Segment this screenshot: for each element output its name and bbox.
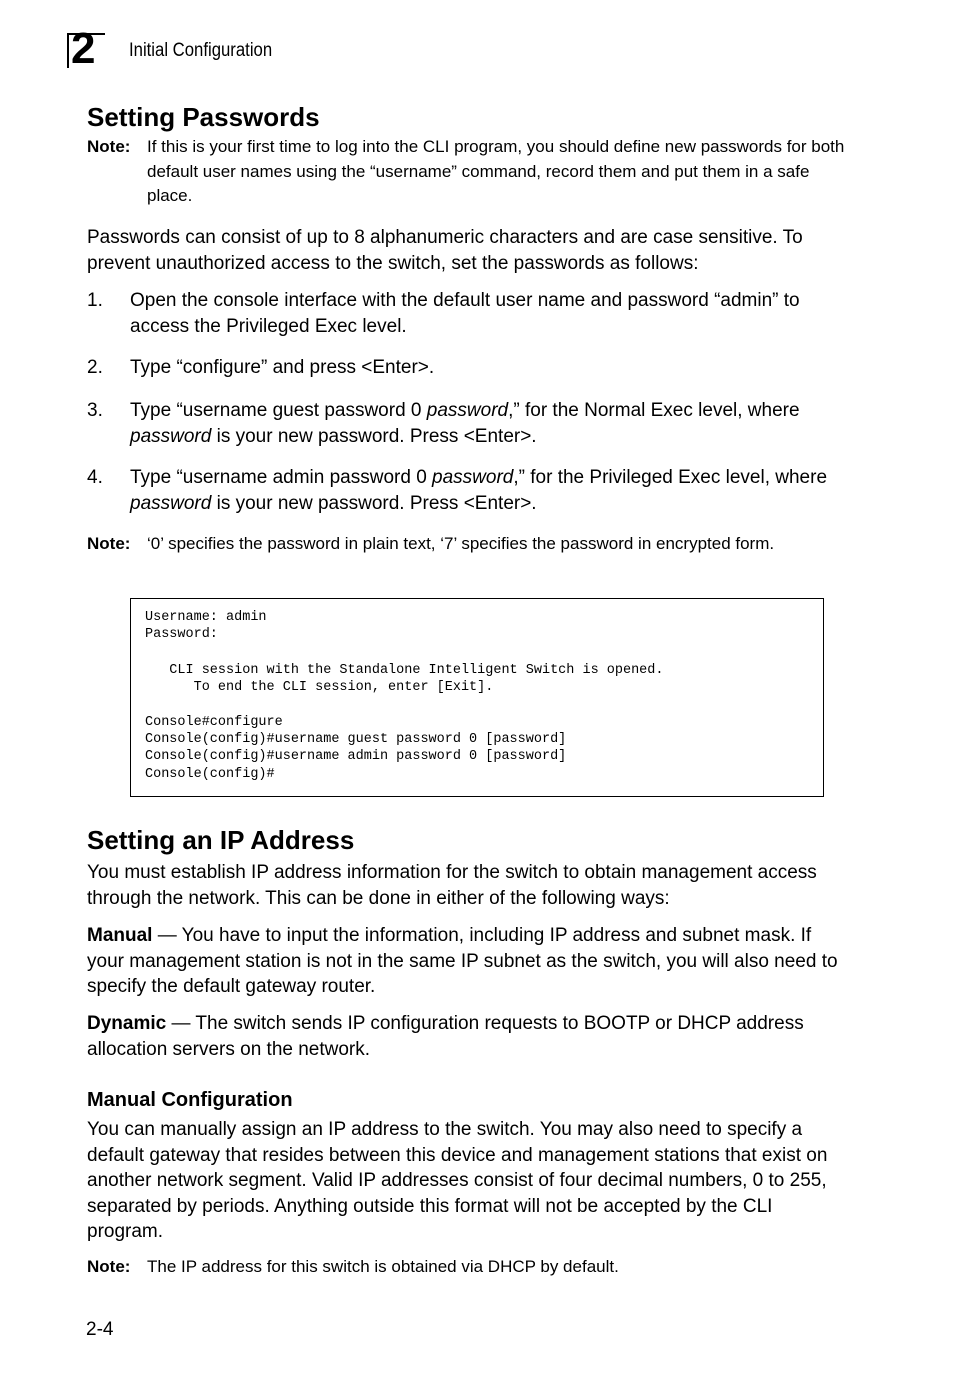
note-text: ‘0’ specifies the password in plain text, ‘7’ specifies the password in encrypted form. <box>147 534 775 553</box>
code-line: Console(config)#username admin password 0 [password] <box>145 749 567 764</box>
section-heading-passwords: Setting Passwords <box>87 102 320 132</box>
page-number: 2-4 <box>86 1319 114 1340</box>
note-text: If this is your first time to log into the CLI program, you should define new passwords for both default user names using the “username” command, record them and put them in a safe place. <box>147 137 845 205</box>
note-password-encoding <box>87 532 847 557</box>
note-first-login <box>87 135 847 209</box>
code-line: Console(config)#username guest password 0 [password] <box>145 732 567 747</box>
note-label: Note: <box>87 137 131 156</box>
code-line: To end the CLI session, enter [Exit]. <box>145 680 494 695</box>
cli-code-example <box>130 598 824 797</box>
ip-intro: You must establish IP address information for the switch to obtain management access through the network. This can be done in either of the following ways: <box>87 862 817 909</box>
step-number: 4. <box>87 467 103 488</box>
passwords-intro: Passwords can consist of up to 8 alphanumeric characters and are case sensitive. To prevent unauthorized access to the switch, set the passwords as follows: <box>87 227 803 274</box>
running-title: Initial Configuration <box>129 40 273 61</box>
step-2 <box>87 355 847 381</box>
step-number: 1. <box>87 290 103 311</box>
code-line: Console(config)# <box>145 767 275 782</box>
note-text: The IP address for this switch is obtained via DHCP by default. <box>147 1257 619 1276</box>
code-line: Username: admin <box>145 610 267 625</box>
step-text: Type “configure” and press <Enter>. <box>130 357 435 378</box>
dynamic-option: Dynamic — The switch sends IP configuration requests to BOOTP or DHCP address allocation servers on the network. <box>87 1013 804 1060</box>
chapter-marker <box>67 24 105 73</box>
step-3 <box>87 398 847 449</box>
note-dhcp-default <box>87 1255 847 1280</box>
note-label: Note: <box>87 534 131 553</box>
note-label: Note: <box>87 1257 131 1276</box>
code-line: CLI session with the Standalone Intelligent Switch is opened. <box>145 663 664 678</box>
chapter-number: 2 <box>71 24 96 73</box>
code-line: Console#configure <box>145 715 283 730</box>
step-1 <box>87 288 847 339</box>
manual-config-text: You can manually assign an IP address to the switch. You may also need to specify a default gateway that resides between this device and management stations that exist on another network segment. Valid IP addresses consist of four decimal numbers, 0 to 255, separated by periods. Anything outside this format will not be accepted by the CLI program. <box>87 1119 828 1242</box>
step-text: Open the console interface with the default user name and password “admin” to access the Privileged Exec level. <box>130 290 800 337</box>
step-4 <box>87 465 847 516</box>
step-number: 2. <box>87 357 103 378</box>
step-number: 3. <box>87 400 103 421</box>
step-text: Type “username admin password 0 password,” for the Privileged Exec level, where password is your new password. Press <Enter>. <box>130 467 828 514</box>
section-heading-ip-address: Setting an IP Address <box>87 825 355 855</box>
manual-option: Manual — You have to input the information, including IP address and subnet mask. If your management station is not in the same IP subnet as the switch, you will also need to specify the default gateway router. <box>87 925 838 997</box>
code-line: Password: <box>145 627 218 642</box>
subheading-manual-configuration: Manual Configuration <box>87 1089 293 1111</box>
step-text: Type “username guest password 0 password,” for the Normal Exec level, where password is your new password. Press <Enter>. <box>130 400 800 447</box>
